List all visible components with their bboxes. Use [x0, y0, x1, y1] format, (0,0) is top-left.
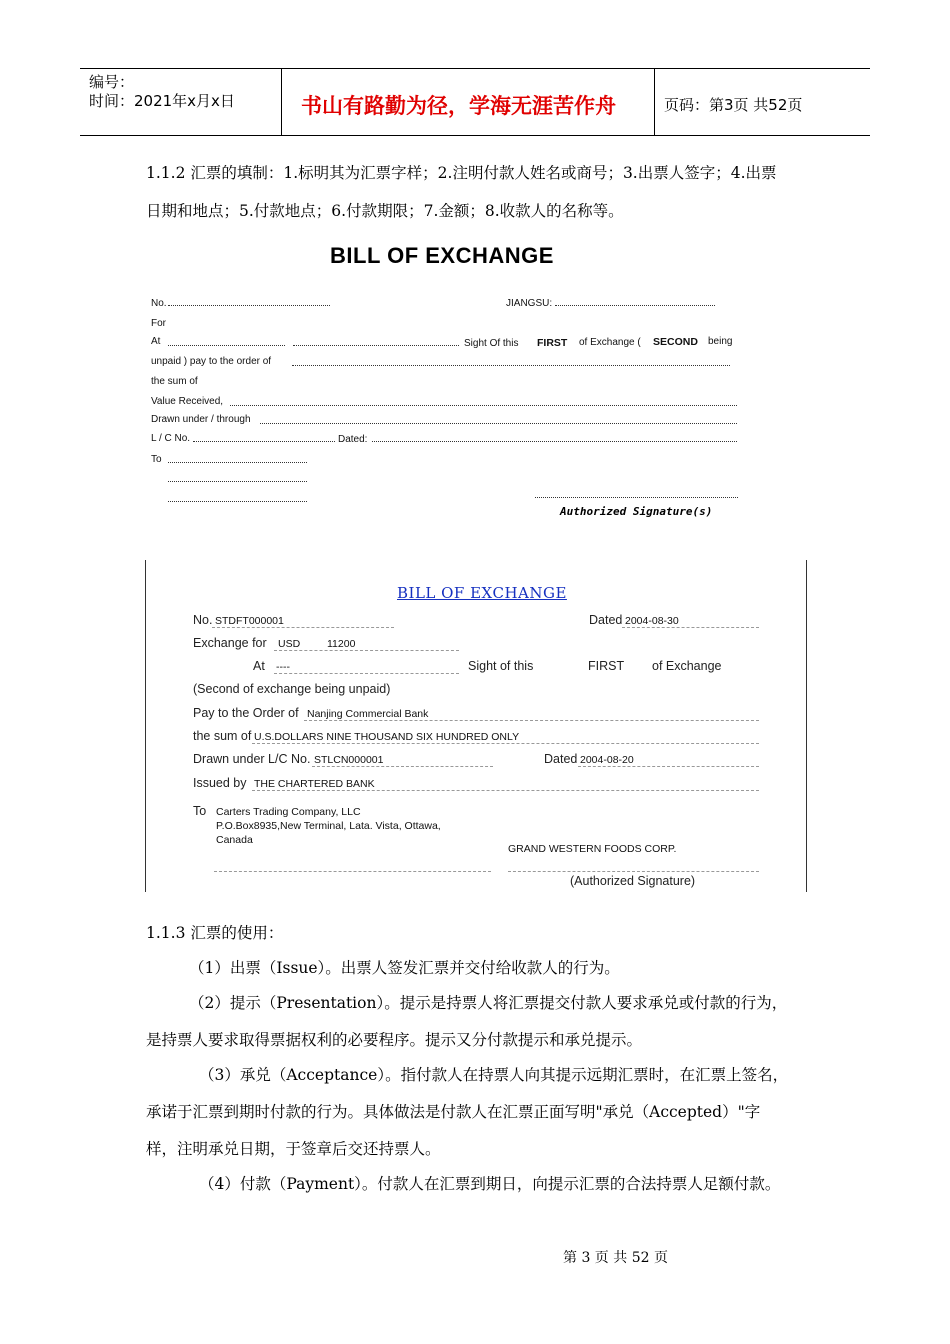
form2-pay-order-label: Pay to the Order of	[193, 706, 299, 720]
form2-lc-line	[312, 766, 493, 767]
form1-dated-line	[372, 441, 737, 442]
header-divider-left	[281, 68, 282, 136]
form2-at-label: At	[253, 659, 265, 673]
form2-to-label: To	[193, 804, 207, 818]
form2-lc-value: STLCN000001	[314, 754, 384, 766]
form2-payee-line	[304, 720, 759, 721]
section-113-p3a: （3）承兑（Acceptance）。指付款人在持票人向其提示远期汇票时，在汇票上签名，	[199, 1066, 789, 1084]
header-number-label: 编号：	[89, 73, 135, 91]
form1-to-line-2	[168, 481, 307, 482]
form1-drawn-label: Drawn under / through	[151, 414, 251, 425]
form1-at-line-1	[168, 345, 285, 346]
form2-to-line1: Carters Trading Company, LLC	[216, 806, 361, 818]
form2-sum-value: U.S.DOLLARS NINE THOUSAND SIX HUNDRED ONLY	[254, 731, 520, 743]
form2-title: BILL OF EXCHANGE	[397, 584, 567, 602]
form2-frame-right	[806, 560, 807, 892]
form2-amount: 11200	[327, 638, 356, 650]
form1-no-label: No.	[151, 298, 167, 309]
form1-to-line-1	[168, 462, 307, 463]
form1-dated-label: Dated:	[338, 434, 368, 445]
form1-to-label: To	[151, 454, 162, 465]
header-time-label: 时间：2021年x月x日	[89, 92, 235, 110]
form1-no-line	[168, 305, 330, 306]
section-113-p3c: 样，注明承兑日期，于签章后交还持票人。	[146, 1140, 441, 1158]
form1-being: being	[708, 336, 733, 347]
section-113-p2b: 是持票人要求取得票据权利的必要程序。提示又分付款提示和承兑提示。	[146, 1031, 643, 1049]
section-113-p2a: （2）提示（Presentation）。提示是持票人将汇票提交付款人要求承兑或付款的行为，	[189, 994, 788, 1012]
form2-at-value: ----	[276, 661, 290, 673]
form1-lc-line	[193, 441, 335, 442]
form2-frame-left	[145, 560, 146, 892]
form2-no-label: No.	[193, 613, 213, 627]
page-footer: 第 3 页 共 52 页	[563, 1250, 668, 1266]
section-113-p1: （1）出票（Issue）。出票人签发汇票并交付给收款人的行为。	[189, 959, 620, 977]
form2-dated-value: 2004-08-30	[625, 615, 679, 627]
form2-drawer: GRAND WESTERN FOODS CORP.	[508, 843, 677, 855]
form2-exchange-for-label: Exchange for	[193, 636, 267, 650]
form2-lc-dated-value: 2004-08-20	[580, 754, 634, 766]
form2-dated-label: Dated	[589, 613, 623, 627]
form2-at-line	[274, 673, 459, 674]
form2-signature-line	[508, 871, 759, 872]
form2-issued-value: THE CHARTERED BANK	[254, 778, 375, 790]
form2-to-line3: Canada	[216, 834, 253, 846]
form2-currency: USD	[278, 638, 301, 650]
form2-second-note: (Second of exchange being unpaid)	[193, 682, 391, 696]
form1-signature-label: Authorized Signature(s)	[560, 505, 713, 518]
form1-for-label: For	[151, 318, 166, 329]
form1-place-label: JIANGSU:	[506, 298, 553, 309]
section-112-line1: 1.1.2 汇票的填制：1.标明其为汇票字样；2.注明付款人姓名或商号；3.出票人签字；4.出票	[146, 164, 777, 182]
form1-at-label: At	[151, 336, 161, 347]
form1-at-line-2	[293, 345, 459, 346]
header-page-info: 页码：第3页 共52页	[664, 96, 803, 114]
form1-to-line-3	[168, 501, 307, 502]
form1-lc-label: L / C No.	[151, 433, 191, 444]
form2-dated-line	[622, 627, 759, 628]
form1-payee-line	[292, 365, 730, 366]
form2-to-line2: P.O.Box8935,New Terminal, Lata. Vista, Ottawa,	[216, 820, 441, 832]
form1-signature-line	[535, 497, 738, 498]
form2-sum-line	[252, 743, 759, 744]
form1-second-label: SECOND	[653, 336, 698, 348]
form2-issued-line	[252, 790, 759, 791]
header-top-rule	[80, 68, 870, 69]
form1-first-label: FIRST	[537, 337, 568, 349]
form1-value-line	[230, 405, 737, 406]
header-motto: 书山有路勤为径，学海无涯苦作舟	[301, 94, 616, 118]
form1-drawn-line	[260, 423, 737, 424]
section-113-heading: 1.1.3 汇票的使用：	[146, 924, 284, 942]
form1-sum-label: the sum of	[151, 376, 198, 387]
form2-sum-label: the sum of	[193, 729, 252, 743]
section-113-p3b: 承诺于汇票到期时付款的行为。具体做法是付款人在汇票正面写明"承兑（Accepted）"字	[146, 1103, 761, 1121]
header-divider-right	[654, 68, 655, 136]
form2-no-value: STDFT000001	[215, 615, 284, 627]
form1-value-label: Value Received,	[151, 396, 224, 407]
header-bottom-rule	[80, 135, 870, 136]
form2-sight-text: Sight of this	[468, 659, 534, 673]
form2-amount-line	[274, 650, 459, 651]
form1-sight-text: Sight Of this	[464, 338, 519, 349]
form2-no-line	[212, 627, 394, 628]
form2-drawn-label: Drawn under L/C No.	[193, 752, 311, 766]
form1-unpaid-line: unpaid ) pay to the order of	[151, 356, 272, 367]
form2-payee: Nanjing Commercial Bank	[307, 708, 429, 720]
form2-of-exchange: of Exchange	[652, 659, 722, 673]
section-113-p4: （4）付款（Payment）。付款人在汇票到期日，向提示汇票的合法持票人足额付款。	[199, 1175, 781, 1193]
form1-place-line	[555, 305, 715, 306]
form2-to-line	[214, 871, 491, 872]
form2-issued-label: Issued by	[193, 776, 247, 790]
section-112-line2: 日期和地点；5.付款地点；6.付款期限；7.金额；8.收款人的名称等。	[146, 202, 624, 220]
form1-of-exchange: of Exchange (	[579, 337, 641, 348]
form2-signature-label: (Authorized Signature)	[570, 874, 696, 888]
form1-title: BILL OF EXCHANGE	[330, 243, 554, 268]
form2-lc-dated-line	[578, 766, 759, 767]
form2-lc-dated-label: Dated	[544, 752, 578, 766]
form2-first-label: FIRST	[588, 659, 625, 673]
